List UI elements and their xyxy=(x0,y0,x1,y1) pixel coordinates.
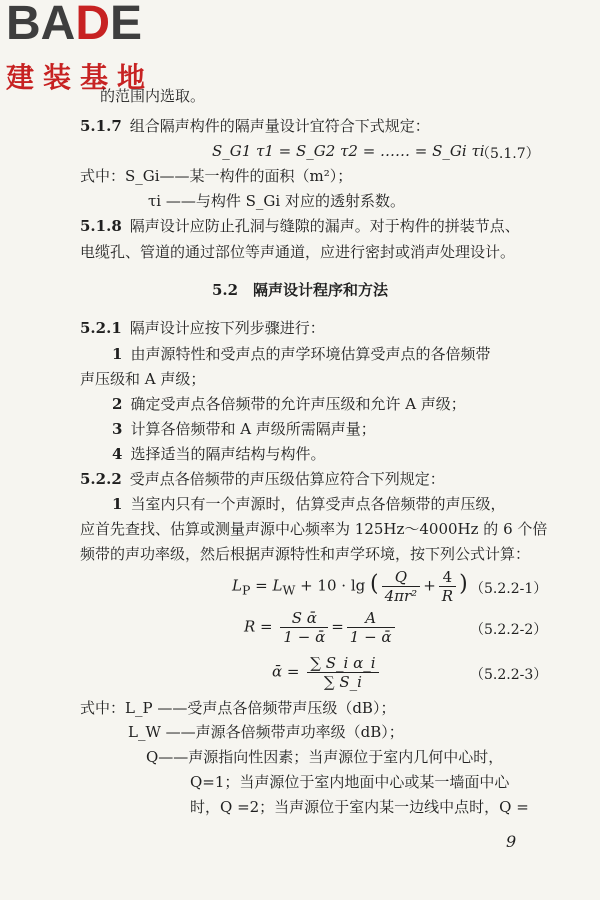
para-1b: 应首先查找、估算或测量声源中心频率为 125Hz～4000Hz 的 6 个倍 xyxy=(80,520,548,538)
para-1: 1 当室内只有一个声源时，估算受声点各倍频带的声压级， xyxy=(112,495,506,513)
clause-5-2-1: 5.2.1 隔声设计应按下列步骤进行： xyxy=(80,319,325,337)
clause-5-1-8: 5.1.8 隔声设计应防止孔洞与缝隙的漏声。对于构件的拼装节点、 xyxy=(80,217,520,235)
step-1-cont: 声压级和 A 声级； xyxy=(80,370,206,388)
eqno-5-2-2-2: （5.2.2-2） xyxy=(470,622,548,638)
where-1a: 式中：S_Gi——某一构件的面积（m²）； xyxy=(80,167,353,185)
where-2d: Q=1；当声源位于室内地面中心或某一墙面中心 xyxy=(190,773,510,791)
bade-logo xyxy=(4,2,179,97)
equation-5-2-2-1: $L_P = L_W + 10 \cdot \lg$ ( $\frac{Q}{\text{4πr²}}$ + $\frac{4}{R}$ ) xyxy=(232,568,468,605)
where-1b: τi ——与构件 S_Gi 对应的透射系数。 xyxy=(148,192,405,210)
where-2c: Q——声源指向性因素；当声源位于室内几何中心时， xyxy=(146,748,504,766)
section-heading-5-2: 5.2 隔声设计程序和方法 xyxy=(211,281,389,299)
formula-5-1-7: S_G1 τ1 = S_G2 τ2 = …… = S_Gi τi xyxy=(212,142,485,160)
step-2: 2 确定受声点各倍频带的允许声压级和允许 A 声级； xyxy=(112,395,466,413)
para-1c: 频带的声功率级，然后根据声源特性和声学环境，按下列公式计算： xyxy=(80,545,531,563)
logo-subtitle: 建装基地 xyxy=(6,61,155,94)
logo-wordmark: BADE xyxy=(6,0,143,50)
top-fragment: 的范围内选取。 xyxy=(100,87,206,105)
eqno-5-2-2-3: （5.2.2-3） xyxy=(470,667,548,683)
eqno-5-2-2-1: （5.2.2-1） xyxy=(470,581,548,597)
step-3: 3 计算各倍频带和 A 声级所需隔声量； xyxy=(112,420,376,438)
clause-5-2-2: 5.2.2 受声点各倍频带的声压级估算应符合下列规定： xyxy=(80,470,445,488)
eqno-5-1-7: （5.1.7） xyxy=(476,146,540,162)
equation-5-2-2-2: R = $\frac{\text{S ᾱ}}{\text{1 − ᾱ}}$ = $\frac{A}{\text{1 − ᾱ}}$ xyxy=(244,609,398,646)
step-4: 4 选择适当的隔声结构与构件。 xyxy=(112,445,326,463)
where-2a: 式中：L_P ——受声点各倍频带声压级（dB）； xyxy=(80,699,396,717)
where-2e: 时，Q =2；当声源位于室内某一边线中点时，Q = xyxy=(190,798,529,816)
equation-5-2-2-3: ᾱ = $\frac{\text{∑ S\_i α\_i}}{\sum S\_i}$ xyxy=(272,654,382,691)
page-number: 9 xyxy=(506,832,517,851)
clause-5-1-7: 5.1.7 组合隔声构件的隔声量设计宜符合下式规定： xyxy=(80,117,430,135)
step-1: 1 由声源特性和受声点的声学环境估算受声点的各倍频带 xyxy=(112,345,491,363)
where-2b: L_W ——声源各倍频带声功率级（dB）； xyxy=(128,723,404,741)
clause-5-1-8-cont: 电缆孔、管道的通过部位等声通道，应进行密封或消声处理设计。 xyxy=(80,243,516,261)
